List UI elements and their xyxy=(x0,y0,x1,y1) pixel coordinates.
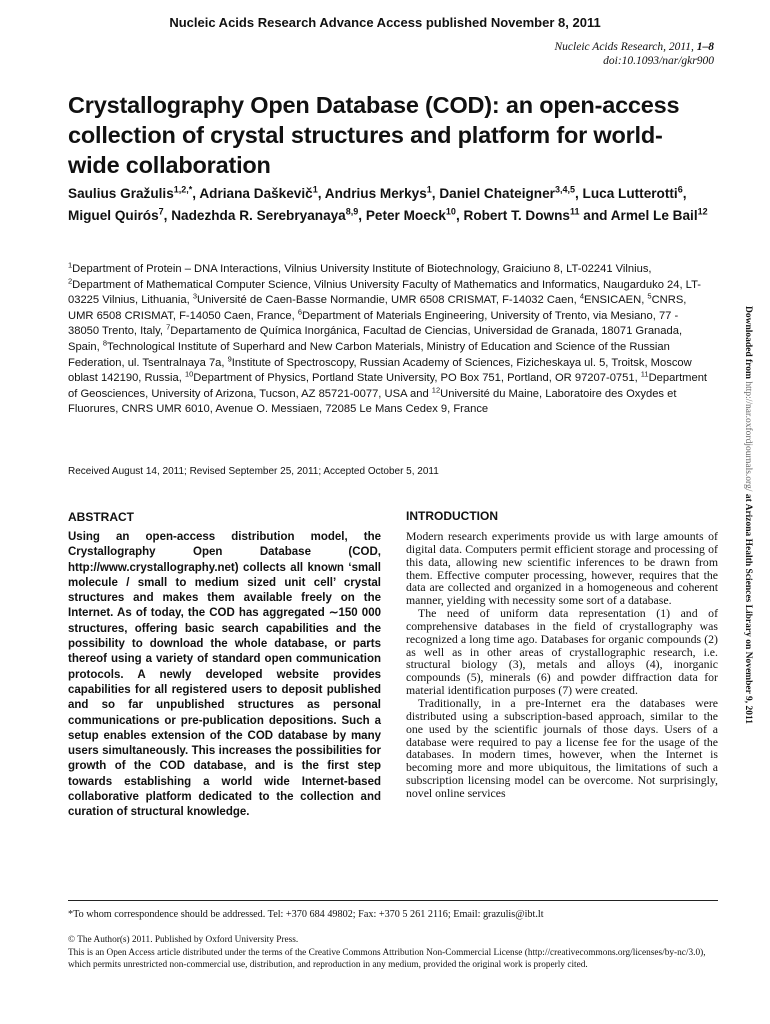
author-affiliation-marker: 1 xyxy=(426,184,432,195)
abstract-text: Using an open-access distribution model, the Crystallography Open Database (COD, http://www.crystallography.net) collects all known ‘small molecule / small to medium sized unit cell’ crystal structures and makes them available freely on the Internet. As of today, the COD has aggregated ∼150 000 structures, offering basic search capabilities and the possibility to download the whole database, or parts thereof using a variety of standard open communication protocols. A newly developed website provides capabilities for all registered users to deposit published and so far unpublished structures as personal communications or pre-publication depositions. Such a setup enables extension of the COD database by many users simultaneously. This increases the possibilities for growth of the COD database, and is the first step towards establishing a world wide Internet-based collaborative platform dedicated to the collection and curation of structural knowledge. xyxy=(68,531,381,819)
intro-paragraph: Modern research experiments provide us with large amounts of digital data. Computers permit efficient storage and processing of this data, allowing new scientific inferences to be drawn from them. Effective computer processing, however, requires that the data are collected and organized in a homogeneous and coherent manner, yielding with necessity some sort of a database. xyxy=(406,529,718,608)
received-dates: Received August 14, 2011; Revised September 25, 2011; Accepted October 5, 2011 xyxy=(68,466,439,477)
intro-paragraph: The need of uniform data representation (1) and of comprehensive databases in the field of crystallography was recognized a long time ago. Databases for organic compounds (2) as well as in other areas of crystallographic research, i.e. structural biology (3), metals and alloys (4), inorganic compounds (5), minerals (6) and powder diffraction data for material identification purposes (7) were created. xyxy=(406,606,718,698)
author-affiliation-marker: 6 xyxy=(677,184,683,195)
affiliation-text: Department of Materials Engineering, University of Trento, via Mesiano, 77 - 38050 Trento, Italy, xyxy=(68,309,679,338)
author-name: Daniel Chateigner xyxy=(439,186,555,201)
affiliation-text: ENSICAEN, xyxy=(584,294,648,307)
affiliations xyxy=(68,262,708,418)
author-name: Peter Moeck xyxy=(365,208,446,223)
affiliation-text: Department of Physics, Portland State University, PO Box 751, Portland, OR 97207-0751, xyxy=(193,372,641,385)
affiliation-number: 12 xyxy=(431,385,441,395)
author-affiliation-marker: 10 xyxy=(445,206,456,217)
affiliation-number: 9 xyxy=(227,353,232,363)
author-separator: , xyxy=(431,186,440,201)
affiliation-text: Departamento de Química Inorgánica, Facultad de Ciencias, Universidad de Granada, 18071 Granada, Spain, xyxy=(68,325,683,353)
affiliation-text: Institute of Spectroscopy, Russian Academy of Sciences, Fizicheskaya ul. 5, Troitsk, Moscow oblast 142190, Russia, xyxy=(68,356,692,385)
affiliation-number: 1 xyxy=(68,260,73,270)
publication-banner: Nucleic Acids Research Advance Access published November 8, 2011 xyxy=(169,15,601,30)
author-name: Miguel Quirós xyxy=(68,208,159,223)
author-affiliation-marker: 8,9 xyxy=(345,206,359,217)
author-affiliation-marker: 1,2, xyxy=(173,184,189,195)
journal-citation xyxy=(555,40,714,68)
affiliation-text: Department of Mathematical Computer Science, Vilnius University Faculty of Mathematics and Informatics, Naugarduko 24, LT-03225 Vilnius, Lithuania, xyxy=(68,278,702,307)
download-watermark xyxy=(743,306,753,724)
affiliation-number: 7 xyxy=(166,322,171,332)
author-separator: , xyxy=(358,208,366,223)
author-separator: , xyxy=(682,186,687,201)
paper-title: Crystallography Open Database (COD): an open-access collection of crystal structures and platform for world-wide collaboration xyxy=(68,92,680,178)
author-name: Armel Le Bail xyxy=(610,208,698,223)
introduction-heading: INTRODUCTION xyxy=(406,509,498,523)
affiliation-number: 10 xyxy=(184,369,194,379)
author-affiliation-marker: 12 xyxy=(697,206,708,217)
author-affiliation-marker: 11 xyxy=(570,206,580,217)
author-affiliation-marker: 7 xyxy=(158,206,164,217)
intro-paragraph: Traditionally, in a pre-Internet era the databases were distributed using a subscription-based approach, similar to the one used by the scientific journals of those days. Users of a database were required to pay a license fee for the usage of the databases. In modern times, however, when the Internet is becoming more and more ubiquitous, the limitations of such a subscription licensing model can be overcome. Not surprisingly, novel online services xyxy=(406,695,718,800)
affiliation-text: Department of Geosciences, University of Arizona, Tucson, AZ 85721-0077, USA and xyxy=(68,372,708,400)
affiliation-text: Department of Protein – DNA Interactions, Vilnius University Institute of Biotechnology, Graiciuno 8, LT-02241 Vilnius, xyxy=(72,263,652,275)
author-separator: , xyxy=(317,186,325,201)
affiliation-text: Université du Maine, Laboratoire des Oxydes et Fluorures, CNRS UMR 6010, Avenue O. Messiaen, 72085 Le Mans Cedex 9, France xyxy=(68,387,677,416)
author-affiliation-marker: 3,4,5 xyxy=(554,184,575,195)
affiliation-number: 5 xyxy=(647,291,652,301)
author-separator: , xyxy=(163,208,172,223)
affiliation-number: 6 xyxy=(297,307,303,317)
abstract-heading: ABSTRACT xyxy=(68,510,134,524)
affiliation-number: 4 xyxy=(579,291,584,301)
author-name: Robert T. Downs xyxy=(463,208,570,223)
author-name: Andrius Merkys xyxy=(324,186,427,201)
author-name: Adriana Daškevič xyxy=(199,186,313,201)
citation-pages: 1–8 xyxy=(696,41,714,53)
side-url[interactable]: http://nar.oxfordjournals.org/ xyxy=(743,381,753,492)
doi: doi:10.1093/nar/gkr900 xyxy=(603,55,714,67)
affiliation-number: 2 xyxy=(68,275,73,285)
affiliation-text: Technological Institute of Superhard and New Carbon Materials, Ministry of Education and Science of the Russian Federation, ul. Tsentralnaya 7a, xyxy=(68,340,670,369)
author-name: Luca Lutterotti xyxy=(582,186,678,201)
affiliation-text: CNRS, UMR 6508 CRISMAT, F-14050 Caen, France, xyxy=(68,294,687,322)
affiliation-number: 11 xyxy=(640,369,649,379)
introduction-text xyxy=(406,530,718,800)
license-text: This is an Open Access article distributed under the terms of the Creative Commons Attribution Non-Commercial License (http://creativecommons.org/licenses/by-nc/3.0), which permits unrestricted non-commercial use, distribution, and reproduction in any medium, provided the original work is properly cited. xyxy=(68,947,706,970)
author-separator: , xyxy=(455,208,464,223)
license-notice xyxy=(68,934,718,972)
corresponding-author-marker: * xyxy=(188,184,193,195)
side-suffix: at Arizona Health Sciences Library on November 9, 2011 xyxy=(743,491,753,724)
author-separator: and xyxy=(579,208,611,223)
copyright-line: © The Author(s) 2011. Published by Oxford University Press. xyxy=(68,935,299,945)
correspondence-footnote: *To whom correspondence should be addressed. Tel: +370 684 49802; Fax: +370 5 261 2116; Email: grazulis@ibt.lt xyxy=(68,909,544,920)
affiliation-number: 3 xyxy=(192,291,197,301)
affiliation-number: 8 xyxy=(102,338,108,348)
author-name: Nadezhda R. Serebryanaya xyxy=(171,208,346,223)
citation-prefix: Nucleic Acids Research, 2011, xyxy=(554,41,697,53)
side-prefix: Downloaded from xyxy=(743,306,753,382)
author-separator: , xyxy=(192,186,200,201)
affiliation-text: Université de Caen-Basse Normandie, UMR 6508 CRISMAT, F-14032 Caen, xyxy=(197,294,580,307)
author-list xyxy=(68,183,708,227)
author-affiliation-marker: 1 xyxy=(312,184,318,195)
author-name: Saulius Gražulis xyxy=(68,186,174,201)
footnote-divider xyxy=(68,900,718,901)
author-separator: , xyxy=(574,186,583,201)
